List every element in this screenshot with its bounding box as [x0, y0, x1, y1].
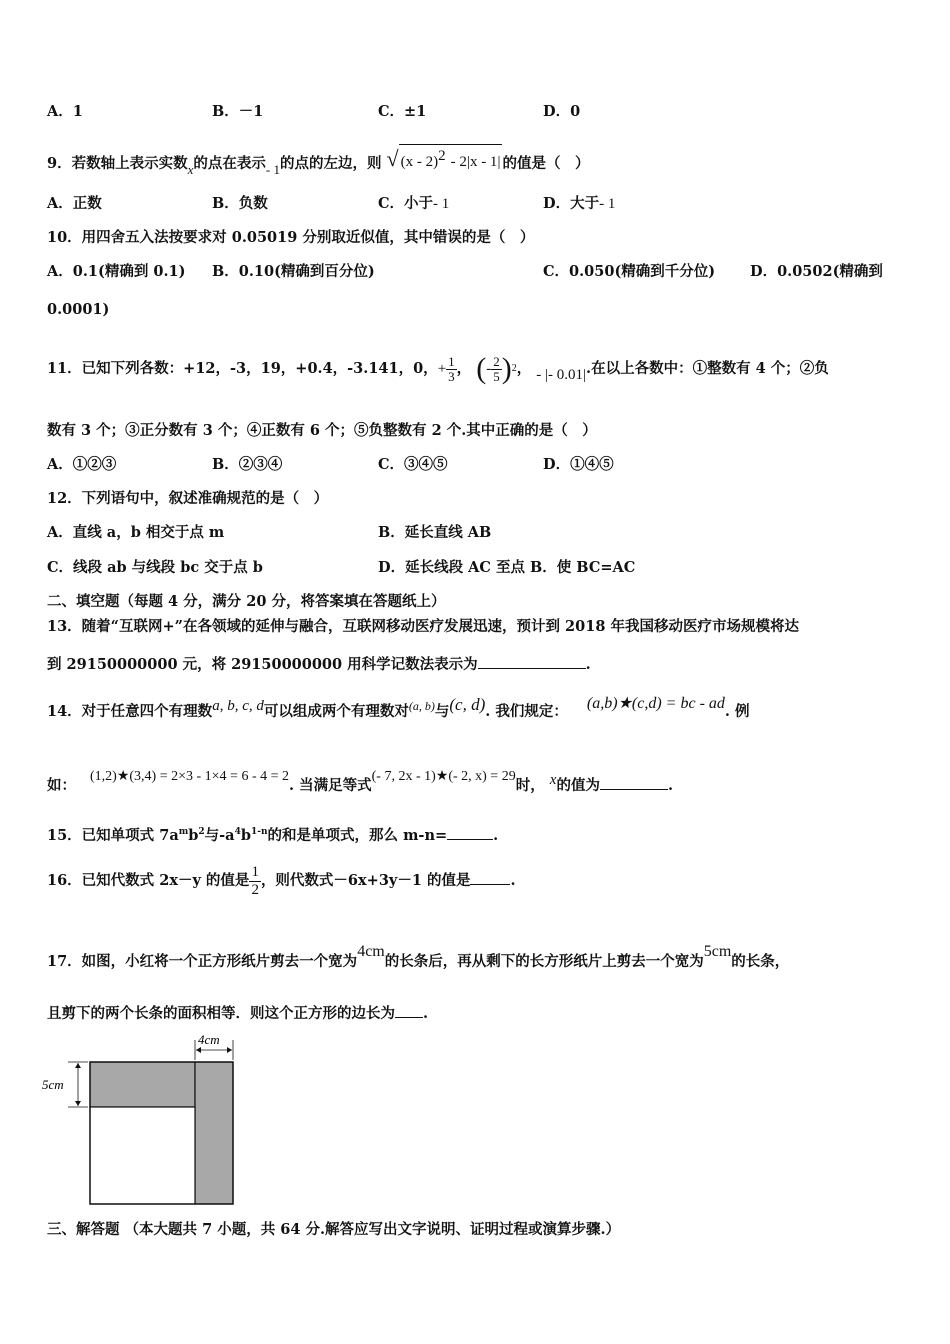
q16-answer-blank[interactable]: [470, 870, 510, 885]
q10-option-b: B．0.10(精确到百分位): [212, 263, 375, 280]
q14-pair1: (a, b): [408, 699, 435, 713]
q15-text-mid: 与-a: [204, 826, 235, 844]
q11-square: 2: [511, 363, 517, 374]
q9-option-b: B．负数: [212, 195, 268, 212]
q16-f-den: 2: [251, 881, 259, 898]
q8-option-c: C．±1: [378, 103, 427, 120]
q15-end: .: [493, 826, 499, 844]
q15-text-post: 的和是单项式，那么 m-n=: [267, 826, 448, 844]
question-15: [47, 822, 498, 846]
q14-yu: 与: [434, 703, 450, 720]
q17-end: .: [423, 1005, 429, 1022]
q8-option-a: A．1: [47, 103, 83, 120]
q11-plus: +: [437, 361, 447, 377]
q14-pair2: (c, d): [449, 695, 486, 714]
question-12: 12．下列语句中，叙述准确规范的是（ ）: [47, 490, 329, 507]
q15-b2: b: [240, 826, 251, 844]
q13-end: .: [585, 656, 591, 673]
q9-radical-expression: √ (x - 2)$^2$ - 2|x - 1|: [386, 145, 501, 171]
q11-f1-num: 1: [448, 353, 455, 369]
q14-end: .: [667, 777, 674, 794]
q9-exponent: 2: [438, 148, 446, 164]
q9-option-d-label: D．大于: [543, 195, 600, 212]
q16-f-num: 1: [251, 863, 259, 880]
q12-option-a: A．直线 a，b 相交于点 m: [47, 524, 225, 541]
q15-sup-1-n: 1-n: [250, 827, 268, 837]
q14-line2-mid: . 当满足等式: [289, 777, 372, 794]
q9-text: 9．若数轴上表示实数: [47, 154, 188, 172]
q11-fraction-two-fifths: [491, 355, 502, 384]
q11-f2-num: 2: [493, 353, 500, 369]
q14-shi: 时，: [515, 777, 545, 794]
q14-vars: a, b, c, d: [212, 698, 264, 714]
q14-text-post: . 例: [724, 703, 750, 720]
q14-text-mid2: . 我们规定：: [485, 703, 568, 720]
q11-comma: ，: [456, 360, 472, 377]
q12-option-c: C．线段 ab 与线段 bc 交于点 b: [47, 559, 263, 576]
q11-abs-expression: - |- 0.01|: [536, 367, 587, 383]
q11-fraction-one-third: [446, 355, 457, 384]
q15-sup-m: m: [178, 827, 189, 837]
q13-text: 到 29150000000 元，将 29150000000 用科学记数法表示为: [47, 656, 478, 673]
q15-text: 15．已知单项式 7a: [47, 826, 179, 844]
q14-text: 14．对于任意四个有理数: [47, 703, 213, 720]
q15-sup-4: 4: [234, 827, 241, 837]
q9-option-c-label: C．小于: [378, 195, 434, 212]
q15-b: b: [188, 826, 199, 844]
q9-option-a: A．正数: [47, 195, 102, 212]
question-13-line2: [47, 654, 591, 675]
section-3-heading: 三、解答题 （本大题共 7 小题，共 64 分.解答应写出文字说明、证明过程或演算步骤.）: [47, 1221, 621, 1238]
q9-var-x: x: [187, 161, 194, 177]
q13-answer-blank[interactable]: [478, 654, 586, 669]
figure-label-4cm: 4cm: [198, 1032, 220, 1047]
q14-var-x: x: [549, 772, 557, 788]
q9-option-d: [543, 194, 615, 214]
q11-paren-power: (- $\frac{2}{5}$ )$^2$: [476, 352, 517, 385]
q16-text-mid: ，则代数式－6x+3y－1 的值是: [260, 872, 471, 889]
q14-equation: (- 7, 2x - 1)★(- 2, x) = 29: [371, 769, 516, 784]
q14-line2-text: 如：: [47, 777, 76, 794]
q11-comma2: ，: [516, 360, 532, 377]
q17-width-4cm: 4cm: [357, 943, 385, 960]
q9-expr-a: (x - 2): [400, 153, 439, 170]
q17-answer-blank[interactable]: [395, 1003, 423, 1018]
section-2-heading: 二、填空题（每题 4 分，满分 20 分，将答案填在答题纸上）: [47, 593, 446, 610]
q9-text-mid: 的点在表示: [193, 154, 266, 172]
strip-5cm: [90, 1062, 195, 1107]
q14-rule: (a,b)★(c,d) = bc - ad: [586, 695, 725, 712]
q14-answer-blank[interactable]: [600, 775, 668, 790]
question-11: [47, 352, 829, 386]
question-14: [47, 695, 750, 725]
q17-width-5cm: 5cm: [703, 943, 732, 960]
q9-text-post: 的值是（ ）: [502, 154, 590, 172]
question-17: [47, 945, 789, 979]
q14-line2-post: 的值为: [556, 777, 600, 794]
q16-fraction-half: [249, 864, 261, 899]
q15-answer-blank[interactable]: [447, 825, 493, 840]
question-13-line1: 13．随着“互联网+”在各领域的延伸与融合，互联网移动医疗发展迅速，预计到 2018 年我国移动医疗市场规模将达: [47, 618, 799, 635]
question-17-line2: [47, 1003, 428, 1024]
q11-line2: 数有 3 个；③正分数有 3 个；④正数有 6 个；⑤负整数有 2 个.其中正确的是（ ）: [47, 422, 597, 439]
q11-option-b: B．②③④: [212, 456, 283, 473]
q10-option-d: D．0.0502(精确到: [750, 263, 883, 280]
q10-option-c: C．0.050(精确到千分位): [543, 263, 716, 280]
question-10: 10．用四舍五入法按要求对 0.05019 分别取近似值，其中错误的是（ ）: [47, 229, 535, 246]
question-9: [47, 145, 590, 177]
q17-text-post: 的长条，: [731, 953, 790, 970]
q17-text-mid: 的长条后，再从剩下的长方形纸片上剪去一个宽为: [384, 953, 704, 970]
q9-option-c: [378, 194, 449, 214]
q11-option-c: C．③④⑤: [378, 456, 448, 473]
strip-4cm: [195, 1062, 233, 1204]
q12-option-b: B．延长直线 AB: [378, 524, 492, 541]
q17-text: 17．如图，小红将一个正方形纸片剪去一个宽为: [47, 953, 358, 970]
q11-option-d: D．①④⑤: [543, 456, 614, 473]
square-strips-figure: [40, 1030, 250, 1210]
q10-option-d-cont: 0.0001): [47, 301, 110, 318]
q9-text-mid2: 的点的左边，则: [279, 154, 382, 172]
q9-option-c-value: - 1: [433, 196, 450, 212]
question-14-line2: [47, 769, 674, 800]
question-16: [47, 863, 516, 899]
q9-expr-b: - 2: [450, 153, 467, 170]
q17-line2-text: 且剪下的两个长条的面积相等．则这个正方形的边长为: [47, 1005, 395, 1022]
figure-label-5cm: 5cm: [42, 1077, 64, 1092]
q8-option-b: B．－1: [212, 103, 264, 120]
q14-text-mid: 可以组成两个有理数对: [263, 703, 409, 720]
q11-option-a: A．①②③: [47, 456, 117, 473]
q11-text-post: .在以上各数中：①整数有 4 个；②负: [586, 360, 829, 377]
remaining-rectangle: [90, 1107, 195, 1204]
q11-f1-den: 3: [448, 368, 455, 384]
q9-neg-one: - 1: [265, 161, 280, 177]
q9-option-d-value: - 1: [599, 196, 616, 212]
q15-sup-2: 2: [198, 827, 205, 837]
q8-option-d: D．0: [543, 103, 581, 120]
q16-text: 16．已知代数式 2x－y 的值是: [47, 872, 250, 889]
q14-example: (1,2)★(3,4) = 2×3 - 1×4 = 6 - 4 = 2: [90, 769, 290, 784]
q10-option-a: A．0.1(精确到 0.1): [47, 263, 186, 280]
q11-f2-den: 5: [493, 368, 500, 384]
q9-expr-c: x - 1: [469, 153, 498, 170]
q11-minus: -: [486, 361, 492, 377]
q16-end: .: [510, 872, 516, 889]
q12-option-d: D．延长线段 AC 至点 B．使 BC=AC: [378, 559, 636, 576]
q11-text: 11．已知下列各数：+12，-3，19，+0.4，-3.141，0，: [47, 360, 438, 377]
